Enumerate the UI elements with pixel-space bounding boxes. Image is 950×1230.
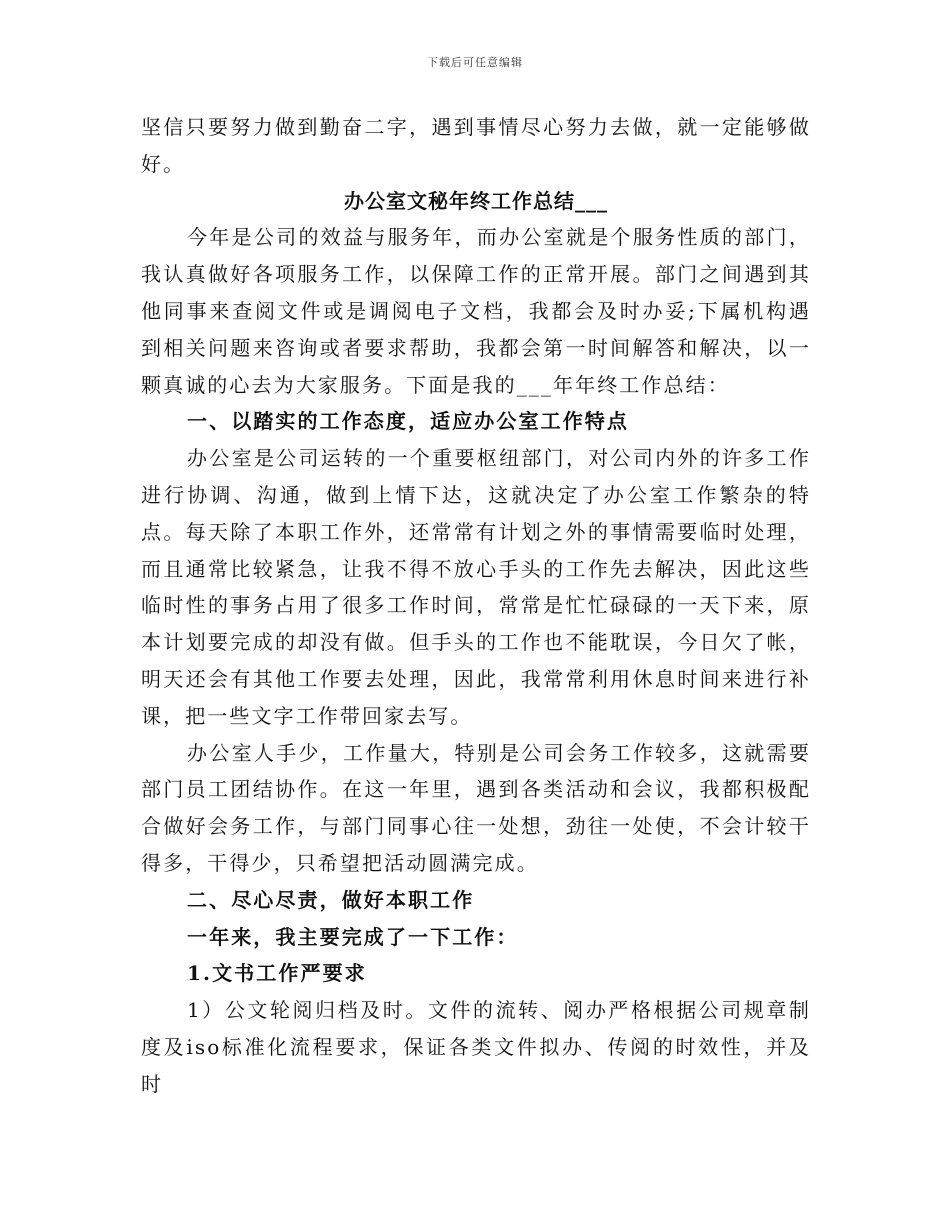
section-heading-1: 一、以踏实的工作态度，适应办公室工作特点 xyxy=(187,409,629,434)
paragraph-top: 坚信只要努力做到勤奋二字，遇到事情尽心努力去做，就一定能够做好。 xyxy=(141,115,811,176)
paragraph-section1b: 办公室人手少，工作量大，特别是公司会务工作较多，这就需要部门员工团结协作。在这一年里，遇到各类活动和会议，我都积极配合做好会务工作，与部门同事心往一处想，劲往一处使，不会计较干得多，干得少，只希望把活动圆满完成。 xyxy=(141,740,811,875)
subsection-heading-1: 1.文书工作严要求 xyxy=(187,961,367,986)
paragraph-intro: 今年是公司的效益与服务年，而办公室就是个服务性质的部门，我认真做好各项服务工作，以保障工作的正常开展。部门之间遇到其他同事来查阅文件或是调阅电子文档，我都会及时办妥;下属机构遇到相关问题来咨询或者要求帮助，我都会第一时间解答和解决，以一颗真诚的心去为大家服务。下面是我的___年年终工作总结： xyxy=(141,225,811,397)
page-header: 下载后可任意编辑 xyxy=(427,56,523,69)
paragraph-section1a: 办公室是公司运转的一个重要枢纽部门，对公司内外的许多工作进行协调、沟通，做到上情下达，这就决定了办公室工作繁杂的特点。每天除了本职工作外，还常常有计划之外的事情需要临时处理，而且通常比较紧急，让我不得不放心手头的工作先去解决，因此这些临时性的事务占用了很多工作时间，常常是忙忙碌碌的一天下来，原本计划要完成的却没有做。但手头的工作也不能耽误，今日欠了帐，明天还会有其他工作要去处理，因此，我常常利用休息时间来进行补课，把一些文字工作带回家去写。 xyxy=(141,446,811,728)
section-heading-2: 二、尽心尽责，做好本职工作 xyxy=(187,887,475,912)
paragraph-item1: 1）公文轮阅归档及时。文件的流转、阅办严格根据公司规章制度及iso标准化流程要求，保证各类文件拟办、传阅的时效性，并及时 xyxy=(141,998,811,1096)
section-heading-3: 一年来，我主要完成了一下工作： xyxy=(187,924,519,949)
document-title: 办公室文秘年终工作总结___ xyxy=(344,188,608,213)
document-body xyxy=(141,109,811,1103)
